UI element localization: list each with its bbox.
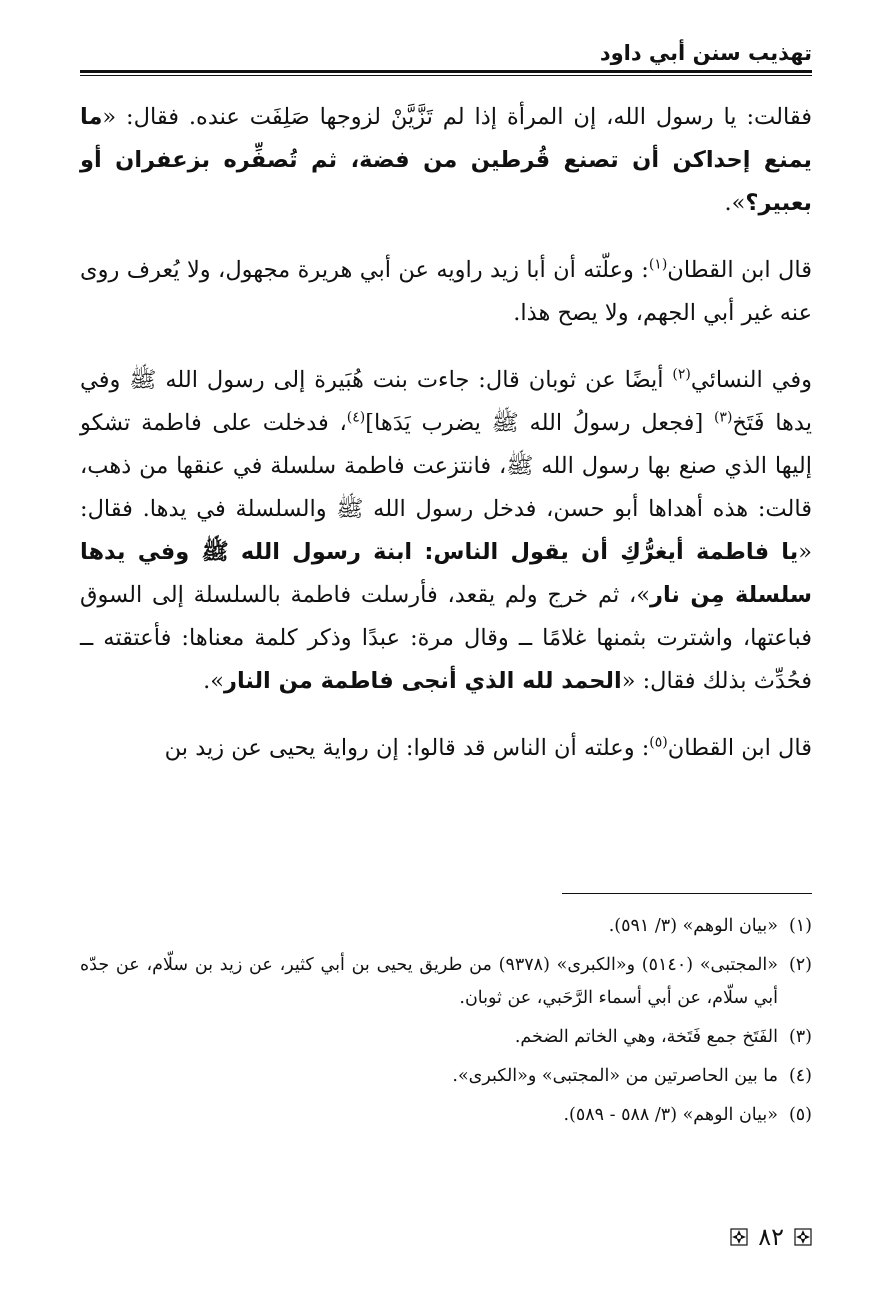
paragraph-1 — [80, 96, 812, 225]
footnote-ref-3[interactable]: (٣) — [713, 409, 733, 426]
text-run: ». — [724, 190, 746, 216]
paragraph-2 — [80, 249, 812, 335]
footnote-ref-4[interactable]: (٤) — [346, 409, 366, 426]
footnote-5 — [80, 1099, 812, 1132]
text-run: قال ابن القطان — [667, 257, 812, 283]
text-run: فقالت: يا رسول الله، إن المرأة إذا لم تَزَّيَّنْ لزوجها صَلِفَت عنده. فقال: « — [102, 104, 812, 130]
footnote-4 — [80, 1060, 812, 1093]
footnote-2 — [80, 949, 812, 1015]
text-run: »، ثم خرج ولم يقعد، فأرسلت فاطمة بالسلسلة إلى السوق فباعتها، واشترت بثمنها غلامًا ــ وقال مرة: عبدًا وذكر كلمة معناها: فأعتقته ــ فحُدِّث بذلك فقال: « — [80, 582, 812, 694]
text-run: ، فدخلت على فاطمة تشكو إليها الذي صنع بها رسول الله ﷺ، فانتزعت فاطمة سلسلة في عنقها من ذهب، قالت: هذه أهداها أبو حسن، فدخل رسول الله ﷺ والسلسلة في يدها. فقال: « — [80, 410, 812, 565]
footnote-ref-5[interactable]: (٥) — [649, 734, 668, 751]
footnote-ref-2[interactable]: (٢) — [672, 366, 691, 383]
footnote-number: (٢) — [788, 955, 812, 975]
footnote-text: ما بين الحاصرتين من «المجتبى» و«الكبرى». — [452, 1066, 778, 1086]
main-text — [80, 96, 812, 770]
footnote-text: «المجتبى» (٥١٤٠) و«الكبرى» (٩٣٧٨) من طريق يحيى بن أبي كثير، عن زيد بن سلّام، عن جدّه أبي سلّام، عن أبي أسماء الرَّحَبي، عن ثوبان. — [80, 955, 778, 1008]
page — [80, 38, 812, 794]
running-header-title: تهذيب سنن أبي داود — [599, 41, 812, 65]
text-run: أيضًا عن ثوبان قال: جاءت بنت هُبَيرة إلى رسول الله ﷺ وفي يدها فَتَخ — [80, 367, 812, 436]
bold-hadith-quote: يا فاطمة أيغرُّكِ أن يقول الناس: ابنة رسول الله ﷺ وفي يدها سلسلة مِن نار — [80, 539, 813, 608]
page-number: ٨٢ — [758, 1223, 784, 1251]
header-rule — [80, 70, 812, 73]
floral-ornament-icon — [730, 1228, 748, 1246]
text-run: ». — [203, 668, 224, 694]
footnote-text: الفَتَخ جمع فَتَخة، وهي الخاتم الضخم. — [514, 1027, 778, 1047]
bold-hadith-quote: الحمد لله الذي أنجى فاطمة من النار — [224, 668, 622, 694]
footnote-text: «بيان الوهم» (٣/ ٥٩١). — [608, 916, 778, 936]
footnotes — [80, 910, 812, 1138]
text-run: وفي النسائي — [690, 367, 812, 393]
footnote-text: «بيان الوهم» (٣/ ٥٨٨ - ٥٨٩). — [563, 1105, 778, 1125]
text-run: [فجعل رسولُ الله ﷺ يضرب يَدَها] — [365, 410, 714, 436]
paragraph-4 — [80, 727, 812, 770]
footnote-3 — [80, 1021, 812, 1054]
footnote-number: (١) — [788, 916, 812, 936]
footnote-number: (٤) — [788, 1066, 812, 1086]
header-rule-thin — [80, 75, 812, 76]
footnote-number: (٥) — [788, 1105, 812, 1125]
bold-hadith-quote: ما يمنع إحداكن أن تصنع قُرطين من فضة، ثم تُصفِّره بزعفران أو بعبير؟ — [80, 104, 812, 216]
floral-ornament-icon — [794, 1228, 812, 1246]
footnote-separator — [562, 893, 812, 894]
page-number-block — [730, 1222, 812, 1252]
footnote-1 — [80, 910, 812, 943]
text-run: : وعلّته أن أبا زيد راويه عن أبي هريرة مجهول، ولا يُعرف روى عنه غير أبي الجهم، ولا يصح هذا. — [80, 257, 812, 326]
footnote-ref-1[interactable]: (١) — [648, 256, 668, 273]
paragraph-3 — [80, 359, 812, 703]
text-run: : وعلته أن الناس قد قالوا: إن رواية يحيى عن زيد بن — [164, 735, 650, 761]
text-run: قال ابن القطان — [667, 735, 812, 761]
footnote-number: (٣) — [788, 1027, 812, 1047]
